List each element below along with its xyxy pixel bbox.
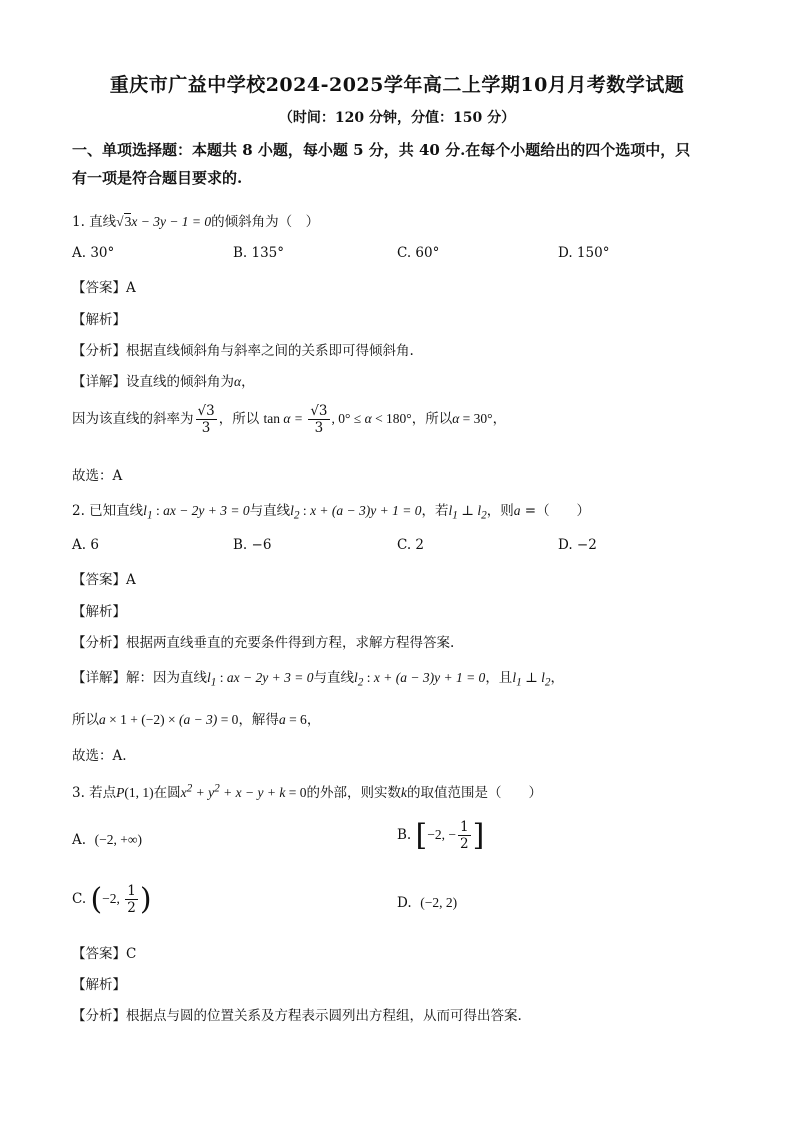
q1-answer: 【答案】A — [72, 280, 136, 296]
q3-fenxi: 【分析】根据点与圆的位置关系及方程表示圆列出方程组，从而可得出答案. — [72, 1008, 522, 1024]
q3-option-a: A. (−2, +∞) — [72, 832, 142, 848]
q3-jiexi: 【解析】 — [72, 977, 126, 993]
q2-xiangjie: 【详解】解：因为直线$l_1$ : ax − 2y + 3 = 0与直线$l_2$ : x + (a − 3)y + 1 = 0，且$l_1$ ⊥ $l_2$， — [72, 670, 565, 689]
q3-option-c: C. (−2, $\frac{1}{2}$ ) — [72, 882, 152, 917]
q2-conclusion: 故选：A. — [72, 748, 127, 764]
q3-answer: 【答案】C — [72, 946, 137, 962]
q1-solution: 因为该直线的斜率为 $\frac{√3}{3}$ ，所以 tan α = $\frac{√3}{3}$ , 0° ≤ α < 180°，所以α = 30°， — [72, 403, 507, 436]
q1-option-d: D. 150° — [558, 245, 610, 261]
q2-option-b: B. −6 — [233, 537, 272, 553]
q2-solution: 所以a × 1 + (−2) × (a − 3) = 0，解得a = 6， — [72, 712, 321, 728]
q1-xiangjie: 【详解】设直线的倾斜角为α， — [72, 374, 255, 390]
question-2: 2. 已知直线$l_1$ : ax − 2y + 3 = 0与直线$l_2$ : x + (a − 3)y + 1 = 0，若$l_1$ ⊥ $l_2$，则a =（ ） — [72, 503, 591, 522]
q1-option-c: C. 60° — [397, 245, 440, 261]
q3-option-d: D. (−2, 2) — [397, 895, 458, 911]
q1-conclusion: 故选：A — [72, 468, 123, 484]
q1-jiexi: 【解析】 — [72, 312, 126, 328]
q2-jiexi: 【解析】 — [72, 604, 126, 620]
q2-option-d: D. −2 — [558, 537, 597, 553]
q1-option-b: B. 135° — [233, 245, 285, 261]
section-heading: 一、单项选择题：本题共 8 小题，每小题 5 分，共 40 分.在每个小题给出的四个选项中，只 有一项是符合题目要求的. — [72, 141, 691, 187]
q3-option-b: B. [−2, − $\frac{1}{2}$ ] — [397, 818, 485, 853]
q2-option-c: C. 2 — [397, 537, 425, 553]
q1-fenxi: 【分析】根据直线倾斜角与斜率之间的关系即可得倾斜角. — [72, 343, 414, 359]
exam-info: （时间：120 分钟，分值：150 分） — [278, 110, 516, 126]
question-1: 1. 直线√3x − 3y − 1 = 0的倾斜角为（ ） — [72, 214, 320, 230]
question-3: 3. 若点P(1, 1)在圆$x^2 + y^2 + x - y + k = 0$的外部，则实数k的取值范围是（ ） — [72, 782, 542, 801]
q2-option-a: A. 6 — [72, 537, 99, 553]
q2-fenxi: 【分析】根据两直线垂直的充要条件得到方程，求解方程得答案. — [72, 635, 455, 651]
page-title: 重庆市广益中学校2024-2025学年高二上学期10月月考数学试题 — [109, 74, 685, 96]
q2-answer: 【答案】A — [72, 572, 136, 588]
q1-option-a: A. 30° — [72, 245, 115, 261]
